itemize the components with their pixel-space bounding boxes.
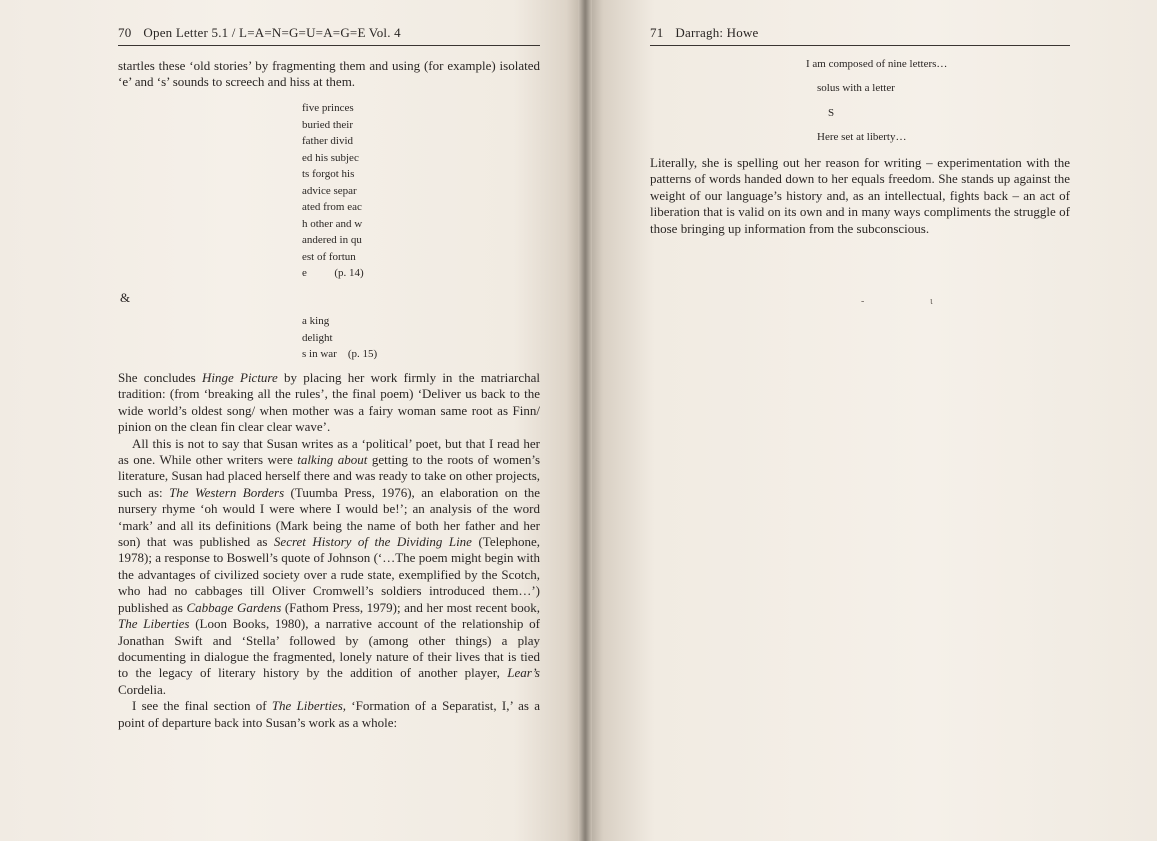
poem2-line: a king bbox=[302, 315, 330, 327]
poem1-line: ed his subjec bbox=[302, 151, 359, 164]
verse-line-2: solus with a letter bbox=[817, 82, 895, 94]
right-running-head bbox=[650, 25, 1070, 46]
poem1-line: andered in qu bbox=[302, 234, 362, 246]
poem1-line: advice separ bbox=[302, 184, 357, 197]
poem1-line: five princes bbox=[302, 102, 354, 114]
book-gutter bbox=[578, 0, 592, 841]
poem1-line: father divid bbox=[302, 135, 354, 147]
body-text bbox=[118, 370, 540, 731]
poem2-line: s in war (p. 15) bbox=[302, 348, 378, 360]
verse-line-1: I am composed of nine letters… bbox=[806, 58, 948, 70]
right-paragraph: Literally, she is spelling out her reason for writing – experimentation with the patterns of words handed down to her equals freedom. She stands up against the weight of our language’s history and, as an intellectual, fights back – an act of liberation that is valid on its own and in many ways compliments the struggle of those bringing up information from the subconscious. bbox=[650, 155, 1070, 236]
poem1-line: ated from eac bbox=[302, 201, 362, 213]
ampersand: & bbox=[120, 290, 131, 305]
right-page bbox=[586, 0, 1157, 841]
paragraph-final-section: I see the final section of The Liberties, ‘Formation of a Separatist, I,’ as a point of departure back into Susan’s work as a whole: bbox=[118, 698, 540, 730]
stray-mark-1: - bbox=[861, 296, 865, 307]
verse-line-3: S bbox=[828, 107, 835, 119]
poem-excerpt-2 bbox=[302, 313, 377, 363]
right-running-title: Darragh: Howe bbox=[675, 25, 759, 40]
right-page-number: 71 bbox=[650, 25, 664, 40]
stray-mark-2: ι bbox=[930, 296, 933, 307]
left-running-head bbox=[118, 25, 540, 46]
opening-paragraph: startles these ‘old stories’ by fragmenting them and using (for example) isolated ‘e’ and ‘s’ sounds to screech and hiss at them. bbox=[118, 58, 540, 90]
left-running-title: Open Letter 5.1 / L=A=N=G=U=A=G=E Vol. 4 bbox=[143, 25, 401, 40]
left-page-number: 70 bbox=[118, 25, 132, 40]
poem1-line: e (p. 14) bbox=[302, 267, 364, 279]
poem1-line: h other and w bbox=[302, 217, 363, 230]
poem1-line: ts forgot his bbox=[302, 168, 355, 180]
paragraph-hinge-picture: She concludes Hinge Picture by placing her work firmly in the matriarchal tradition: (from ‘breaking all the rules’, the final poem) ‘Deliver us back to the wide world’s oldest song/ when mother was a fairy woman same root as Finn/ pinion on the clean fin clear clear wave’. bbox=[118, 370, 540, 435]
poem1-line: est of fortun bbox=[302, 250, 356, 263]
poem-excerpt-1 bbox=[302, 100, 364, 282]
paragraph-political-poet: All this is not to say that Susan writes as a ‘political’ poet, but that I read her as one. While other writers were talking about getting to the roots of women’s literature, Susan had placed herself there and was ready to take on other projects, such as: The Western Borders (Tuumba Press, 1976), an elaboration on the nursery rhyme ‘oh would I were where I would be!’; an analysis of the word ‘mark’ and all its definitions (Mark being the name of both her father and her son) that was published as Secret History of the Dividing Line (Telephone, 1978); a response to Boswell’s quote of Johnson (‘…The poem might begin with the advantages of civilized society over a rude state, exemplified by the Scotch, who had no cabbages till Oliver Cromwell’s soldiers introduced them…’) published as Cabbage Gardens (Fathom Press, 1979); and her most recent book, The Liberties (Loon Books, 1980), a narrative account of the relationship of Jonathan Swift and ‘Stella’ followed by (among other things) a play documenting in dialogue the fragmented, lonely nature of their lives that is tied to the legacy of literary history by the addition of another player, Lear’s Cordelia. bbox=[118, 435, 541, 697]
poem1-line: buried their bbox=[302, 118, 354, 131]
poem2-line: delight bbox=[302, 331, 333, 344]
verse-line-4: Here set at liberty… bbox=[817, 131, 907, 143]
